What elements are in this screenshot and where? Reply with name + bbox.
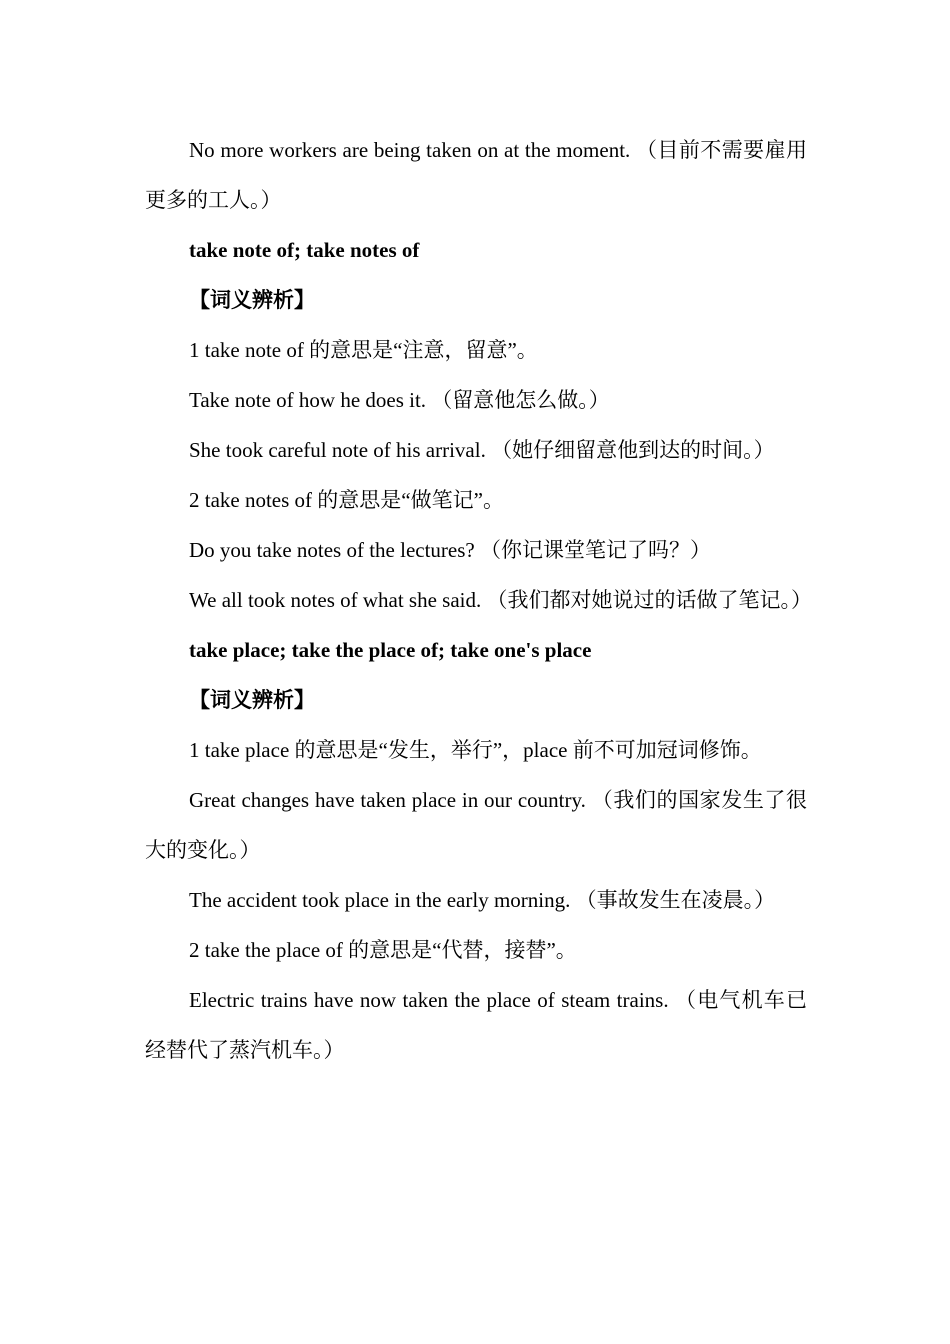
- example-sentence: Great changes have taken place in our country. （我们的国家发生了很大的变化。）: [145, 788, 807, 862]
- section-label-word-analysis: 【词义辨析】: [189, 288, 315, 312]
- heading-take-place: take place; take the place of; take one's place: [189, 638, 592, 662]
- definition-take-notes-of: 2 take notes of 的意思是“做笔记”。: [189, 488, 504, 512]
- example-sentence: Electric trains have now taken the place of steam trains. （电气机车已经替代了蒸汽机车。）: [145, 988, 807, 1062]
- example-sentence: Take note of how he does it. （留意他怎么做。）: [189, 388, 610, 412]
- definition-take-place: 1 take place 的意思是“发生，举行”，place 前不可加冠词修饰。: [189, 738, 762, 762]
- document-page: [145, 125, 812, 1075]
- section-label-word-analysis: 【词义辨析】: [189, 688, 315, 712]
- definition-take-note-of: 1 take note of 的意思是“注意，留意”。: [189, 338, 538, 362]
- heading-take-note-of: take note of; take notes of: [189, 238, 420, 262]
- example-sentence: The accident took place in the early morning. （事故发生在凌晨。）: [189, 888, 776, 912]
- example-sentence: She took careful note of his arrival. （她仔细留意他到达的时间。）: [189, 438, 775, 462]
- paragraph-example-workers: No more workers are being taken on at the moment. （目前不需要雇用更多的工人。）: [145, 138, 807, 212]
- example-sentence: We all took notes of what she said. （我们都对她说过的话做了笔记。）: [189, 588, 812, 612]
- definition-take-the-place-of: 2 take the place of 的意思是“代替，接替”。: [189, 938, 577, 962]
- example-sentence: Do you take notes of the lectures? （你记课堂笔记了吗？）: [189, 538, 711, 562]
